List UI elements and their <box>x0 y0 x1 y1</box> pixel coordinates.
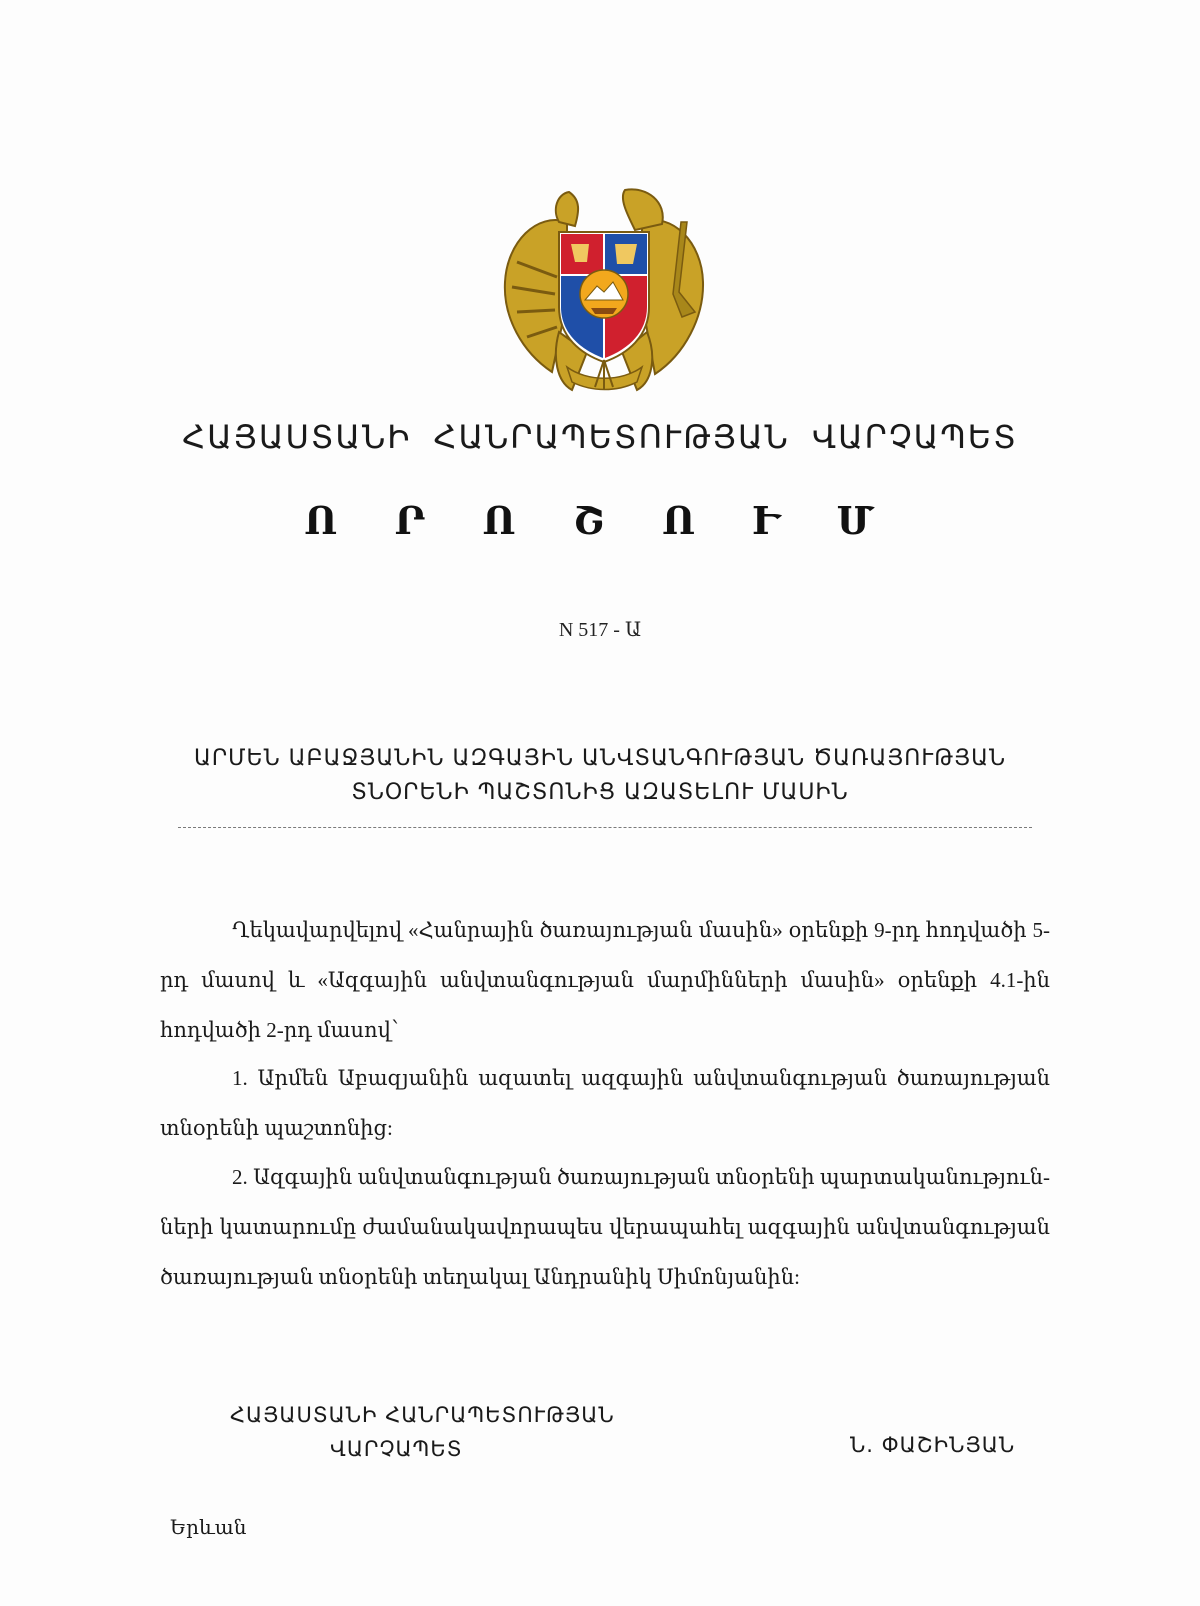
subject-line-1: ԱՐՄԵՆ ԱԲԱՋՅԱՆԻՆ ԱԶԳԱՅԻՆ ԱՆՎՏԱՆԳՈՒԹՅԱՆ ԾԱՌԱՅՈՒԹՅԱՆ <box>193 746 1007 771</box>
subject-divider <box>178 827 1032 828</box>
signatory-title <box>230 1398 615 1466</box>
decision-number: N 517 - Ա <box>558 619 642 641</box>
preamble-paragraph: Ղեկավարվելով «Հանրային ծառայության մասին» օրենքի 9-րդ հոդվածի 5-րդ մասով և «Ազգային անվտանգության մարմինների մասին» օրենքի 4.1-ին հոդվածի 2-րդ մասով՝ <box>160 918 1050 1042</box>
government-title: ՀԱՅԱՍՏԱՆԻ ՀԱՆՐԱՊԵՏՈՒԹՅԱՆ ՎԱՐՉԱՊԵՏ <box>182 418 1018 456</box>
coat-of-arms-emblem <box>497 182 711 394</box>
signatory-title-line-1: ՀԱՅԱՍՏԱՆԻ ՀԱՆՐԱՊԵՏՈՒԹՅԱՆ <box>230 1403 615 1427</box>
signatory-name: Ն. ՓԱՇԻՆՅԱՆ <box>850 1433 1016 1457</box>
decision-subject <box>170 742 1030 810</box>
point-2-paragraph: 2. Ազգային անվտանգության ծառայության տնօրենի պարտականություն-ների կատարումը ժամանակավորապես վերապահել ազգային անվտանգության ծառայության տնօրենի տեղակալ Անդրանիկ Սիմոնյանին: <box>160 1165 1050 1289</box>
decision-heading: Ո Ր Ո Շ Ո Ւ Մ <box>304 498 896 543</box>
signatory-title-line-2: ՎԱՐՉԱՊԵՏ <box>330 1437 463 1461</box>
shield <box>559 232 649 362</box>
point-1-paragraph: 1. Արմեն Աբազյանին ազատել ազգային անվտանգության ծառայության տնօրենի պաշտոնից: <box>160 1066 1050 1140</box>
subject-line-2: ՏՆՕՐԵՆԻ ՊԱՇՏՈՆԻՑ ԱԶԱՏԵԼՈՒ ՄԱՍԻՆ <box>351 780 849 805</box>
place-of-signing: Երևան <box>170 1517 247 1539</box>
